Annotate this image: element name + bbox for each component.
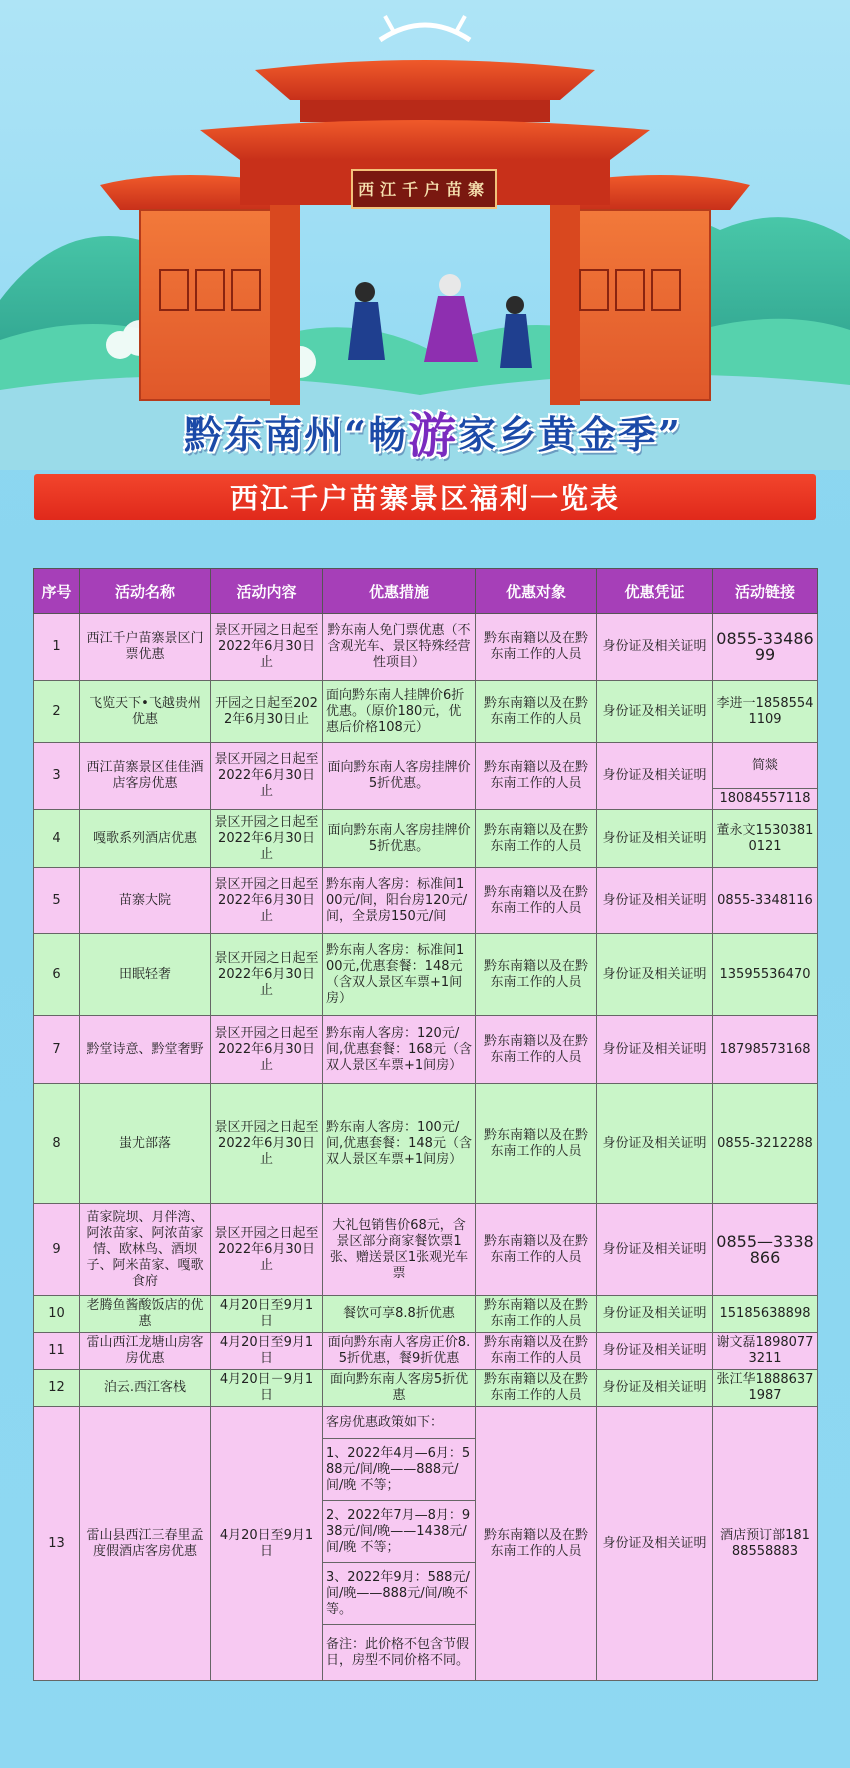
header-name: 活动名称 bbox=[80, 569, 211, 614]
cell-link: 18798573168 bbox=[713, 1016, 818, 1084]
cell-no: 3 bbox=[34, 743, 80, 810]
slogan-highlight: 游 bbox=[407, 407, 458, 464]
cell-target: 黔东南籍以及在黔东南工作的人员 bbox=[476, 1407, 597, 1681]
cell-target: 黔东南籍以及在黔东南工作的人员 bbox=[476, 1084, 597, 1204]
table-row bbox=[34, 681, 818, 743]
cell-link: 李进一18585541109 bbox=[713, 681, 818, 743]
table-row bbox=[34, 1333, 818, 1370]
cell-content: 景区开园之日起至2022年6月30日止 bbox=[211, 1084, 323, 1204]
cell-name: 老腾鱼酱酸饭店的优惠 bbox=[80, 1296, 211, 1333]
table-row bbox=[34, 743, 818, 789]
cell-no: 12 bbox=[34, 1370, 80, 1407]
cell-link: 董永文15303810121 bbox=[713, 810, 818, 868]
cell-target: 黔东南籍以及在黔东南工作的人员 bbox=[476, 810, 597, 868]
table-row bbox=[34, 810, 818, 868]
cell-measure: 面向黔东南人客房挂牌价5折优惠。 bbox=[323, 743, 476, 810]
cell-content: 4月20日至9月1日 bbox=[211, 1407, 323, 1681]
cell-name: 苗寨大院 bbox=[80, 868, 211, 934]
cell-measure: 面向黔东南人客房挂牌价5折优惠。 bbox=[323, 810, 476, 868]
cell-no: 11 bbox=[34, 1333, 80, 1370]
cell-no: 2 bbox=[34, 681, 80, 743]
hero-illustration bbox=[0, 0, 850, 470]
cell-no: 4 bbox=[34, 810, 80, 868]
cell-link: 简燚 bbox=[713, 743, 818, 789]
cell-proof: 身份证及相关证明 bbox=[597, 1204, 713, 1296]
cell-link: 15185638898 bbox=[713, 1296, 818, 1333]
cell-measure-line: 备注：此价格不包含节假日，房型不同价格不同。 bbox=[323, 1625, 476, 1681]
cell-link: 0855—3338866 bbox=[713, 1204, 818, 1296]
cell-measure: 餐饮可享8.8折优惠 bbox=[323, 1296, 476, 1333]
cell-target: 黔东南籍以及在黔东南工作的人员 bbox=[476, 681, 597, 743]
table-row bbox=[34, 868, 818, 934]
cell-target: 黔东南籍以及在黔东南工作的人员 bbox=[476, 1204, 597, 1296]
cell-measure: 面向黔东南人客房5折优惠 bbox=[323, 1370, 476, 1407]
header-proof: 优惠凭证 bbox=[597, 569, 713, 614]
cell-name: 西江千户苗寨景区门票优惠 bbox=[80, 614, 211, 681]
cell-measure-line: 2、2022年7月—8月：938元/间/晚——1438元/间/晚 不等； bbox=[323, 1501, 476, 1563]
cell-link-2: 18084557118 bbox=[713, 789, 818, 810]
table-row bbox=[34, 934, 818, 1016]
cell-name: 蚩尤部落 bbox=[80, 1084, 211, 1204]
cell-no: 1 bbox=[34, 614, 80, 681]
cell-measure: 黔东南人免门票优惠（不含观光车、景区特殊经营性项目） bbox=[323, 614, 476, 681]
cell-link: 谢文磊18980773211 bbox=[713, 1333, 818, 1370]
cell-proof: 身份证及相关证明 bbox=[597, 1016, 713, 1084]
cell-link: 张江华18886371987 bbox=[713, 1370, 818, 1407]
slogan bbox=[88, 403, 778, 464]
cell-content: 景区开园之日起至2022年6月30日止 bbox=[211, 1204, 323, 1296]
slogan-before: 黔东南州“畅 bbox=[184, 411, 408, 457]
table-row bbox=[34, 1204, 818, 1296]
cell-proof: 身份证及相关证明 bbox=[597, 1296, 713, 1333]
cell-measure-line: 客房优惠政策如下： bbox=[323, 1407, 476, 1439]
table-row bbox=[34, 1407, 818, 1439]
header-content: 活动内容 bbox=[211, 569, 323, 614]
cell-content: 景区开园之日起至2022年6月30日止 bbox=[211, 743, 323, 810]
table-row bbox=[34, 1296, 818, 1333]
cell-no: 8 bbox=[34, 1084, 80, 1204]
cell-content: 景区开园之日起至2022年6月30日止 bbox=[211, 614, 323, 681]
cell-measure: 黔东南人客房：100元/间,优惠套餐：148元（含双人景区车票+1间房） bbox=[323, 1084, 476, 1204]
cell-name: 田眠轻奢 bbox=[80, 934, 211, 1016]
table-row bbox=[34, 1016, 818, 1084]
cell-proof: 身份证及相关证明 bbox=[597, 614, 713, 681]
cell-name: 雷山西江龙塘山房客房优惠 bbox=[80, 1333, 211, 1370]
cell-name: 黔堂诗意、黔堂奢野 bbox=[80, 1016, 211, 1084]
cell-content: 4月20日至9月1日 bbox=[211, 1296, 323, 1333]
gate-sign: 西江千户苗寨 bbox=[357, 179, 490, 199]
cell-proof: 身份证及相关证明 bbox=[597, 810, 713, 868]
cell-no: 13 bbox=[34, 1407, 80, 1681]
cell-target: 黔东南籍以及在黔东南工作的人员 bbox=[476, 614, 597, 681]
header-no: 序号 bbox=[34, 569, 80, 614]
header-measure: 优惠措施 bbox=[323, 569, 476, 614]
cell-target: 黔东南籍以及在黔东南工作的人员 bbox=[476, 1016, 597, 1084]
cell-name: 嘎歌系列酒店优惠 bbox=[80, 810, 211, 868]
cell-measure: 黔东南人客房：120元/间,优惠套餐：168元（含双人景区车票+1间房） bbox=[323, 1016, 476, 1084]
cell-link: 0855-3212288 bbox=[713, 1084, 818, 1204]
cell-measure-line: 3、2022年9月：588元/间/晚——888元/间/晚不等。 bbox=[323, 1563, 476, 1625]
header-link: 活动链接 bbox=[713, 569, 818, 614]
cell-content: 景区开园之日起至2022年6月30日止 bbox=[211, 810, 323, 868]
benefits-table bbox=[33, 568, 818, 1681]
cell-target: 黔东南籍以及在黔东南工作的人员 bbox=[476, 868, 597, 934]
cell-measure-line: 1、2022年4月—6月：588元/间/晚——888元/间/晚 不等； bbox=[323, 1439, 476, 1501]
cell-no: 9 bbox=[34, 1204, 80, 1296]
cell-proof: 身份证及相关证明 bbox=[597, 743, 713, 810]
cell-link: 13595536470 bbox=[713, 934, 818, 1016]
table-row bbox=[34, 1370, 818, 1407]
cell-target: 黔东南籍以及在黔东南工作的人员 bbox=[476, 1296, 597, 1333]
cell-measure: 面向黔东南人挂牌价6折优惠。（原价180元，优惠后价格108元） bbox=[323, 681, 476, 743]
cell-no: 5 bbox=[34, 868, 80, 934]
cell-proof: 身份证及相关证明 bbox=[597, 934, 713, 1016]
cell-measure: 大礼包销售价68元，含景区部分商家餐饮票1张、赠送景区1张观光车票 bbox=[323, 1204, 476, 1296]
table-row bbox=[34, 1084, 818, 1204]
slogan-after: 家乡黄金季” bbox=[458, 411, 682, 457]
cell-no: 10 bbox=[34, 1296, 80, 1333]
cell-no: 6 bbox=[34, 934, 80, 1016]
cell-name: 泊云.西江客栈 bbox=[80, 1370, 211, 1407]
cell-proof: 身份证及相关证明 bbox=[597, 1370, 713, 1407]
cell-target: 黔东南籍以及在黔东南工作的人员 bbox=[476, 743, 597, 810]
table-header-row bbox=[34, 569, 818, 614]
cell-target: 黔东南籍以及在黔东南工作的人员 bbox=[476, 1370, 597, 1407]
cell-content: 景区开园之日起至2022年6月30日止 bbox=[211, 1016, 323, 1084]
cell-name: 苗家院坝、月伴湾、阿浓苗家、阿浓苗家情、欧林鸟、酒坝子、阿米苗家、嘎歌食府 bbox=[80, 1204, 211, 1296]
cell-name: 雷山县西江三春里孟度假酒店客房优惠 bbox=[80, 1407, 211, 1681]
cell-proof: 身份证及相关证明 bbox=[597, 1333, 713, 1370]
cell-proof: 身份证及相关证明 bbox=[597, 1407, 713, 1681]
cell-proof: 身份证及相关证明 bbox=[597, 1084, 713, 1204]
cell-name: 西江苗寨景区佳佳酒店客房优惠 bbox=[80, 743, 211, 810]
cell-content: 开园之日起至2022年6月30日止 bbox=[211, 681, 323, 743]
page-title: 西江千户苗寨景区福利一览表 bbox=[34, 474, 816, 520]
cell-target: 黔东南籍以及在黔东南工作的人员 bbox=[476, 1333, 597, 1370]
cell-content: 景区开园之日起至2022年6月30日止 bbox=[211, 934, 323, 1016]
cell-measure: 黔东南人客房：标准间100元,优惠套餐：148元（含双人景区车票+1间房） bbox=[323, 934, 476, 1016]
cell-measure: 面向黔东南人客房正价8.5折优惠，餐9折优惠 bbox=[323, 1333, 476, 1370]
cell-proof: 身份证及相关证明 bbox=[597, 868, 713, 934]
cell-measure: 黔东南人客房：标准间100元/间，阳台房120元/间，全景房150元/间 bbox=[323, 868, 476, 934]
cell-link: 0855-3348116 bbox=[713, 868, 818, 934]
cell-no: 7 bbox=[34, 1016, 80, 1084]
cell-proof: 身份证及相关证明 bbox=[597, 681, 713, 743]
cell-link: 酒店预订部18188558883 bbox=[713, 1407, 818, 1681]
cell-target: 黔东南籍以及在黔东南工作的人员 bbox=[476, 934, 597, 1016]
cell-content: 景区开园之日起至2022年6月30日止 bbox=[211, 868, 323, 934]
cell-content: 4月20日至9月1日 bbox=[211, 1333, 323, 1370]
cell-name: 飞览天下•飞越贵州优惠 bbox=[80, 681, 211, 743]
cell-content: 4月20日－9月1日 bbox=[211, 1370, 323, 1407]
cell-link: 0855-3348699 bbox=[713, 614, 818, 681]
header-target: 优惠对象 bbox=[476, 569, 597, 614]
table-row bbox=[34, 614, 818, 681]
